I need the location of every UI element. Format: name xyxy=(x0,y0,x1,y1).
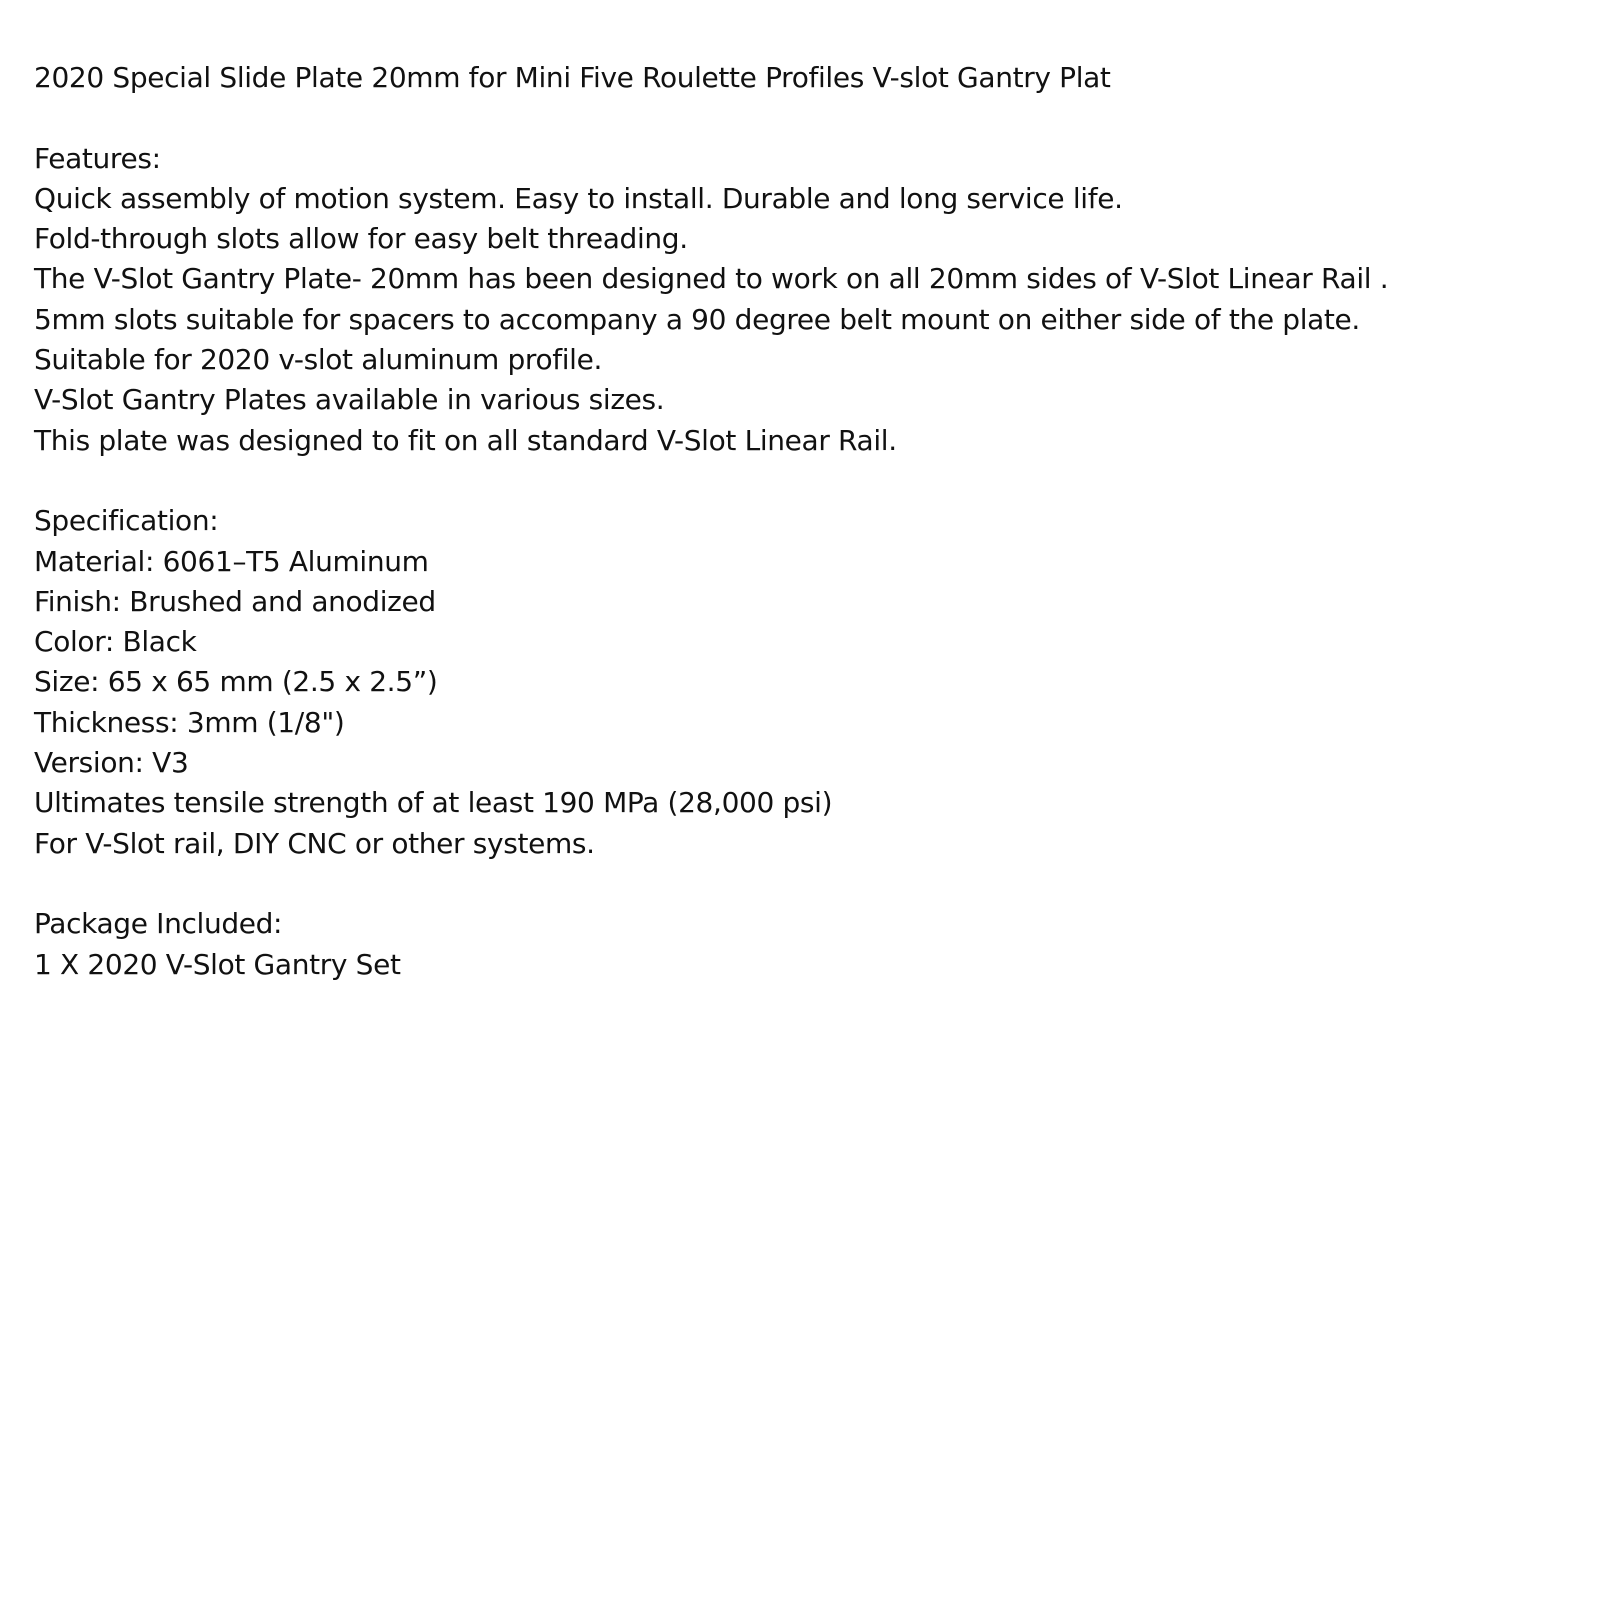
features-heading: Features: xyxy=(34,141,161,175)
feature-item: This plate was designed to fit on all standard V-Slot Linear Rail. xyxy=(34,423,897,457)
blank-line xyxy=(34,98,1574,138)
product-title: 2020 Special Slide Plate 20mm for Mini Five Roulette Profiles V-slot Gantry Plat xyxy=(34,61,1111,94)
spec-item: Version: V3 xyxy=(34,746,189,780)
spec-item: Size: 65 x 65 mm (2.5 x 2.5”) xyxy=(34,665,438,699)
spec-item: Material: 6061–T5 Aluminum xyxy=(34,544,429,578)
feature-item: The V-Slot Gantry Plate- 20mm has been designed to work on all 20mm sides of V-Slot Linear Rail . xyxy=(34,262,1389,296)
spec-item: Finish: Brushed and anodized xyxy=(34,584,436,618)
spec-item: Color: Black xyxy=(34,625,197,659)
blank-line xyxy=(34,461,1574,501)
feature-item: Quick assembly of motion system. Easy to install. Durable and long service life. xyxy=(34,181,1123,215)
spec-item: Ultimates tensile strength of at least 190 MPa (28,000 psi) xyxy=(34,786,833,820)
feature-item: Fold-through slots allow for easy belt threading. xyxy=(34,222,688,256)
spec-item: Thickness: 3mm (1/8") xyxy=(34,705,345,739)
feature-item: V-Slot Gantry Plates available in various sizes. xyxy=(34,383,665,417)
package-heading: Package Included: xyxy=(34,907,283,941)
product-description xyxy=(34,58,1574,985)
feature-item: Suitable for 2020 v-slot aluminum profile. xyxy=(34,343,603,377)
specification-heading: Specification: xyxy=(34,504,219,538)
feature-item: 5mm slots suitable for spacers to accompany a 90 degree belt mount on either side of the plate. xyxy=(34,302,1360,336)
package-item: 1 X 2020 V-Slot Gantry Set xyxy=(34,947,401,981)
spec-item: For V-Slot rail, DIY CNC or other systems. xyxy=(34,826,595,860)
blank-line xyxy=(34,864,1574,904)
